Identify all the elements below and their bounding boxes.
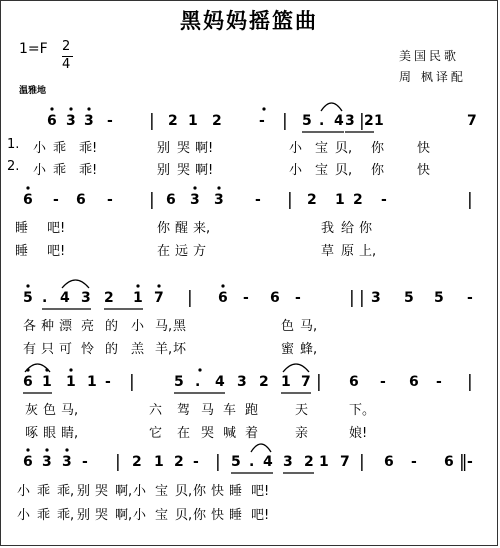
note: 6 (409, 374, 419, 390)
lyric-syllable: 六 (149, 403, 163, 418)
lyric-syllable: 色 (43, 403, 57, 418)
octave-dot (26, 448, 29, 451)
lyric-syllable: 快 (211, 484, 225, 499)
octave-dot (50, 107, 53, 110)
lyric-syllable: 乖 (37, 508, 51, 523)
lyric-verse-2 (19, 504, 481, 522)
lyric-syllable: 贝, (335, 141, 353, 156)
note: 3 (190, 192, 200, 208)
lyric-syllable: 哭 (177, 163, 191, 178)
note-extension: - (243, 290, 249, 306)
note: 6 (76, 192, 86, 208)
octave-dot (87, 107, 90, 110)
lyric-syllable: 车 (223, 403, 237, 418)
lyric-syllable: 色 (281, 319, 295, 334)
lyric-syllable: 乖, (57, 484, 75, 499)
lyric-syllable: 下。 (349, 403, 376, 418)
lyric-syllable: 种 (41, 319, 55, 334)
lyric-syllable: 蜜 (281, 342, 295, 357)
notation-marks (19, 440, 481, 480)
note: 2 (104, 290, 114, 306)
lyric-syllable: 黑 (173, 319, 187, 334)
lyric-syllable: 羊, (155, 342, 173, 357)
lyric-syllable: 小 (17, 484, 31, 499)
lyric-syllable: 上, (359, 244, 377, 259)
lyric-verse-2 (19, 338, 481, 356)
lyric-syllable: 小 (133, 508, 147, 523)
lyric-syllable: 睡 (229, 508, 243, 523)
lyric-syllable: 啊, (115, 484, 133, 499)
lyric-syllable: 远 (175, 244, 189, 259)
note: 2 (307, 192, 317, 208)
note: 3 (214, 192, 224, 208)
barline: | (129, 372, 135, 392)
lyric-syllable: 乖! (79, 141, 98, 156)
time-signature-numerator: 2 (62, 39, 71, 54)
note: 1 (66, 374, 76, 390)
note: 1 (188, 113, 198, 129)
lyric-syllable: 亲 (295, 426, 309, 441)
lyric-syllable: 哭 (177, 141, 191, 156)
lyric-syllable: 的 (105, 342, 119, 357)
notation-marks (19, 276, 481, 316)
note: 2 (132, 454, 142, 470)
octave-dot (69, 368, 72, 371)
octave-dot (262, 107, 265, 110)
note-extension: - (467, 454, 473, 470)
lyric-syllable: 啊! (195, 141, 214, 156)
note: 2 (364, 113, 374, 129)
lyric-syllable: 驾 (177, 403, 191, 418)
lyric-syllable: 小 (131, 319, 145, 334)
lyric-syllable: 乖, (57, 508, 75, 523)
octave-dot (65, 448, 68, 451)
slur (251, 444, 271, 452)
note: 3 (81, 290, 91, 306)
lyric-syllable: 睡 (229, 484, 243, 499)
lyric-syllable: 的 (105, 319, 119, 334)
lyric-verse-1 (19, 399, 481, 417)
lyric-syllable: 你 (193, 484, 207, 499)
lyric-syllable: 快 (417, 163, 431, 178)
lyric-syllable: 乖 (53, 141, 67, 156)
note: 4 (263, 454, 273, 470)
note-extension: - (107, 192, 113, 208)
lyric-syllable: 羔 (131, 342, 145, 357)
lyric-verse-1 (15, 217, 481, 236)
barline: | (359, 452, 365, 472)
lyric-syllable: 马 (201, 403, 215, 418)
note: 3 (66, 113, 76, 129)
note-extension: - (105, 374, 111, 390)
lyric-syllable: 吧! (47, 244, 66, 259)
octave-dot (217, 186, 220, 189)
lyric-syllable: 哭 (95, 484, 109, 499)
note: 3 (371, 290, 381, 306)
note-extension: - (381, 192, 387, 208)
lyric-syllable: 啊! (195, 163, 214, 178)
lyric-syllable: 眼 (43, 426, 57, 441)
notation-line (19, 113, 481, 133)
lyric-syllable: 马, (61, 403, 79, 418)
lyric-syllable: 别 (77, 508, 91, 523)
credit-origin: 美国民歌 (399, 49, 460, 63)
note: 2 (168, 113, 178, 129)
lyric-syllable: 吧! (251, 484, 270, 499)
lyric-syllable: 蜂, (300, 342, 318, 357)
note: 5 (23, 290, 33, 306)
slur (283, 364, 309, 372)
barline: | (115, 452, 121, 472)
note: 1 (281, 374, 291, 390)
lyric-syllable: 小 (33, 163, 47, 178)
lyric-syllable: 着 (245, 426, 259, 441)
notation-marks (19, 99, 481, 139)
lyric-syllable: 小 (289, 163, 303, 178)
lyric-syllable: 坏 (173, 342, 187, 357)
lyric-syllable: 宝 (155, 484, 169, 499)
lyric-syllable: 漂 (59, 319, 73, 334)
note: 4 (60, 290, 70, 306)
lyric-syllable: 哭 (95, 508, 109, 523)
barline: | (359, 111, 365, 131)
note: 1 (133, 290, 143, 306)
note: 1 (335, 192, 345, 208)
note: 3 (42, 454, 52, 470)
lyric-syllable: 小 (33, 141, 47, 156)
lyric-syllable: 乖 (53, 163, 67, 178)
lyric-syllable: 吧! (251, 508, 270, 523)
note: 6 (349, 374, 359, 390)
lyric-syllable: 乖 (37, 484, 51, 499)
note: 6 (218, 290, 228, 306)
lyric-syllable: 别 (157, 163, 171, 178)
dotted-rhythm: . (249, 454, 255, 470)
lyric-verse-1 (7, 137, 481, 156)
lyric-syllable: 各 (23, 319, 37, 334)
note: 5 (434, 290, 444, 306)
lyric-syllable: 马, (155, 319, 173, 334)
note-extension: - (467, 290, 473, 306)
lyric-syllable: 原 (341, 244, 355, 259)
lyric-syllable: 草 (321, 244, 335, 259)
lyric-verse-2 (19, 422, 481, 440)
note: 5 (404, 290, 414, 306)
note: 6 (384, 454, 394, 470)
note-extension: - (436, 374, 442, 390)
note: 3 (62, 454, 72, 470)
note: 6 (23, 454, 33, 470)
note: 6 (270, 290, 280, 306)
notation-marks (19, 178, 481, 218)
lyric-verse-1 (19, 315, 481, 333)
barline: | (282, 111, 288, 131)
lyric-syllable: 方 (193, 244, 207, 259)
lyric-syllable: 在 (177, 426, 191, 441)
dotted-rhythm: . (195, 374, 201, 390)
note-extension: - (259, 113, 265, 129)
lyric-syllable: 睛, (61, 426, 79, 441)
time-signature-denominator: 4 (62, 57, 71, 72)
verse-number: 1. (7, 137, 20, 152)
key-signature: 1=F (19, 41, 48, 57)
lyric-syllable: 吧! (47, 221, 66, 236)
note-extension: - (82, 454, 88, 470)
note-extension: - (255, 192, 261, 208)
lyric-syllable: 贝, (335, 163, 353, 178)
lyric-syllable: 马, (300, 319, 318, 334)
note: 6 (47, 113, 57, 129)
slur (321, 103, 342, 111)
note: 2 (212, 113, 222, 129)
barline: | (215, 452, 221, 472)
note: 3 (283, 454, 293, 470)
note-extension: - (107, 113, 113, 129)
note: 3 (237, 374, 247, 390)
lyric-syllable: 来, (193, 221, 211, 236)
note: 4 (334, 113, 344, 129)
lyric-syllable: 我 (321, 221, 335, 236)
lyric-syllable: 它 (149, 426, 163, 441)
lyric-syllable: 可 (59, 342, 73, 357)
notation-line (19, 290, 481, 310)
lyric-syllable: 哭 (201, 426, 215, 441)
lyric-syllable: 在 (157, 244, 171, 259)
note: 2 (304, 454, 314, 470)
lyric-syllable: 贝, (175, 508, 193, 523)
barline: | (359, 288, 365, 308)
octave-dot (136, 284, 139, 287)
lyric-verse-2 (7, 159, 481, 178)
lyric-syllable: 给 (341, 221, 355, 236)
lyric-syllable: 亮 (81, 319, 95, 334)
lyric-syllable: 睡 (15, 244, 29, 259)
note-extension: - (53, 192, 59, 208)
note: 1 (42, 374, 52, 390)
octave-dot (69, 107, 72, 110)
lyric-syllable: 天 (295, 403, 309, 418)
lyric-syllable: 宝 (315, 163, 329, 178)
lyric-syllable: 快 (211, 508, 225, 523)
octave-dot (193, 186, 196, 189)
lyric-syllable: 小 (133, 484, 147, 499)
note-extension: - (193, 454, 199, 470)
note: 5 (174, 374, 184, 390)
lyric-syllable: 醒 (175, 221, 189, 236)
slur (62, 280, 89, 288)
octave-dot (26, 284, 29, 287)
lyric-syllable: 你 (157, 221, 171, 236)
note: 1 (87, 374, 97, 390)
note-extension: - (295, 290, 301, 306)
note: 3 (84, 113, 94, 129)
tempo-marking: 温雅地 (19, 86, 47, 96)
note: 3 (345, 113, 355, 129)
octave-dot (45, 448, 48, 451)
note: 7 (340, 454, 350, 470)
note: 5 (302, 113, 312, 129)
barline: | (467, 372, 473, 392)
note: 2 (174, 454, 184, 470)
barline: | (467, 190, 473, 210)
barline: | (187, 288, 193, 308)
notation-marks (19, 360, 481, 400)
note: 6 (444, 454, 454, 470)
note-extension: - (411, 454, 417, 470)
note: 7 (301, 374, 311, 390)
lyric-syllable: 快 (417, 141, 431, 156)
lyric-syllable: 灰 (25, 403, 39, 418)
notation-line (19, 192, 481, 212)
notation-line (19, 454, 481, 474)
octave-dot (221, 284, 224, 287)
dotted-rhythm: . (319, 113, 325, 129)
note: 5 (231, 454, 241, 470)
lyric-syllable: 别 (77, 484, 91, 499)
note: 6 (23, 192, 33, 208)
note: 6 (166, 192, 176, 208)
lyric-syllable: 宝 (155, 508, 169, 523)
song-title: 黑妈妈摇篮曲 (180, 8, 318, 33)
dotted-rhythm: . (42, 290, 48, 306)
lyric-syllable: 只 (41, 342, 55, 357)
note: 2 (353, 192, 363, 208)
barline: | (316, 372, 322, 392)
lyric-syllable: 你 (359, 221, 373, 236)
lyric-syllable: 怜 (81, 342, 95, 357)
lyric-syllable: 啄 (25, 426, 39, 441)
lyric-syllable: 啊, (115, 508, 133, 523)
lyric-syllable: 小 (17, 508, 31, 523)
lyric-syllable: 你 (371, 163, 385, 178)
barline: | (287, 190, 293, 210)
lyric-verse-1 (19, 480, 481, 498)
lyric-syllable: 贝, (175, 484, 193, 499)
lyric-syllable: 喊 (223, 426, 237, 441)
lyric-syllable: 小 (289, 141, 303, 156)
lyric-syllable: 睡 (15, 221, 29, 236)
credit-arranger: 周 枫译配 (399, 70, 466, 84)
lyric-syllable: 你 (193, 508, 207, 523)
octave-dot (157, 284, 160, 287)
lyric-syllable: 跑 (245, 403, 259, 418)
note: 4 (215, 374, 225, 390)
note: 7 (154, 290, 164, 306)
note: 1 (319, 454, 329, 470)
lyric-syllable: 宝 (315, 141, 329, 156)
octave-dot (198, 368, 201, 371)
note: 1 (154, 454, 164, 470)
note: 2 (259, 374, 269, 390)
note: 7 (467, 113, 477, 129)
lyric-syllable: 别 (157, 141, 171, 156)
lyric-syllable: 有 (23, 342, 37, 357)
verse-number: 2. (7, 159, 20, 174)
barline: | (149, 190, 155, 210)
lyric-verse-2 (15, 240, 481, 259)
lyric-syllable: 乖! (79, 163, 98, 178)
lyric-syllable: 娘! (349, 426, 368, 441)
barline: ‖ (459, 452, 468, 472)
notation-line (19, 374, 481, 394)
note: 6 (23, 374, 33, 390)
note-extension: - (380, 374, 386, 390)
note: 1 (374, 113, 384, 129)
octave-dot (26, 186, 29, 189)
lyric-syllable: 你 (371, 141, 385, 156)
barline: | (149, 111, 155, 131)
barline: | (349, 288, 355, 308)
